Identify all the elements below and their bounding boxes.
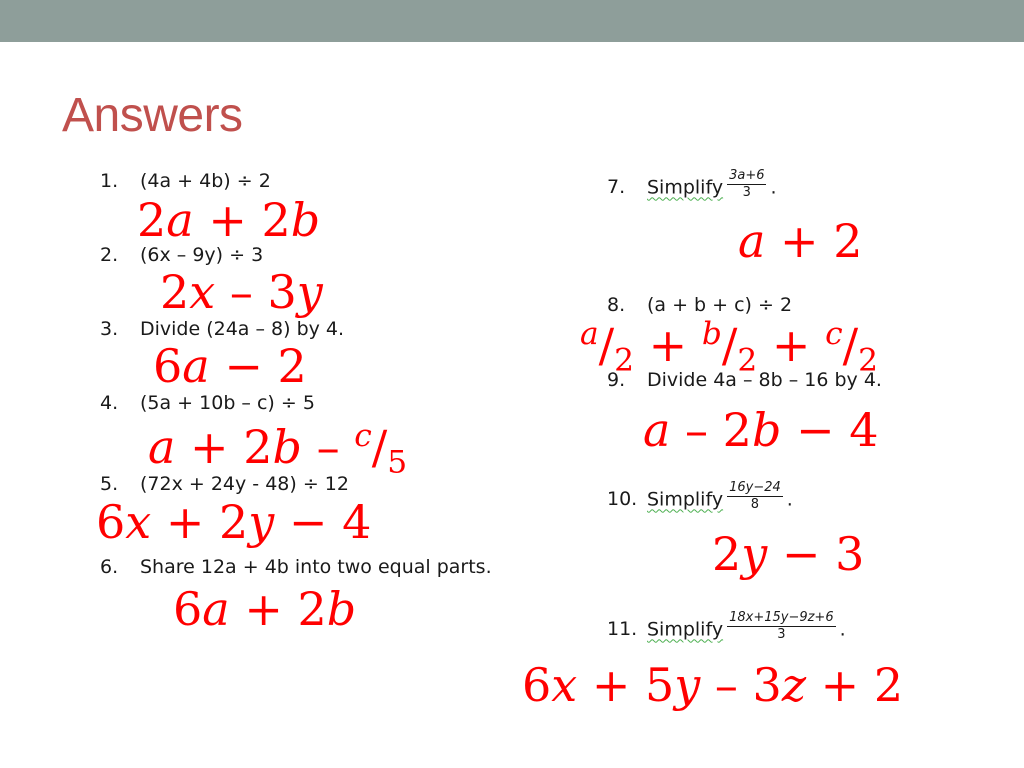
question-end: .: [839, 618, 846, 641]
question-text: Divide (24a – 8) by 4.: [140, 318, 345, 340]
question-word: Simplify: [647, 488, 724, 511]
question-number: 8.: [607, 294, 626, 316]
question-7: [607, 168, 777, 204]
question-number: 4.: [100, 392, 119, 414]
answer-8-term-3: c: [825, 316, 843, 352]
answer-8-term-2: b: [701, 316, 722, 352]
question-text: (6x – 9y) ÷ 3: [140, 244, 264, 266]
fraction-denominator: 8: [750, 497, 760, 513]
answer-4-main: a + 2b –: [148, 420, 355, 475]
answer-8-den-3: 2: [858, 342, 878, 379]
answer-7: a + 2: [738, 214, 863, 268]
answer-8: $^a/_2 + ^b/_2 + ^c/_2$: [580, 316, 878, 379]
top-banner: [0, 0, 1024, 42]
question-6: [100, 556, 492, 578]
slide-title: Answers: [62, 89, 243, 142]
fraction-denominator: 3: [777, 627, 786, 643]
answer-8-op-1: +: [634, 318, 702, 373]
question-4: [100, 392, 315, 414]
fraction-numerator: 16y−24: [727, 481, 783, 497]
question-end: .: [770, 176, 777, 199]
question-number: 10.: [607, 488, 638, 511]
question-number: 7.: [607, 176, 626, 199]
question-number: 11.: [607, 618, 638, 641]
question-end: .: [786, 488, 793, 511]
question-text: Divide 4a – 8b – 16 by 4.: [647, 369, 882, 391]
answer-5: 6x + 2y − 4: [96, 495, 372, 549]
answer-8-den-2: 2: [737, 342, 758, 379]
answer-4-fraction-numerator: c: [354, 418, 372, 454]
answer-2: 2x – 3y: [160, 265, 323, 319]
question-number: 6.: [100, 556, 119, 578]
answer-4-fraction-denominator: 5: [387, 444, 408, 481]
question-fraction: [727, 169, 766, 201]
question-1: [100, 170, 271, 192]
answer-8-den-1: 2: [614, 342, 635, 379]
question-fraction: [727, 611, 836, 643]
fraction-denominator: 3: [742, 185, 751, 201]
answer-11: 6x + 5y – 3z + 2: [522, 658, 904, 712]
answer-4: $a + 2b - ^c/_5$: [148, 418, 408, 481]
question-number: 3.: [100, 318, 119, 340]
answer-8-op-2: +: [757, 318, 826, 373]
question-text: (4a + 4b) ÷ 2: [140, 170, 271, 192]
question-10: [607, 480, 793, 516]
fraction-numerator: 18x+15y−9z+6: [727, 611, 836, 627]
question-text: (a + b + c) ÷ 2: [647, 294, 793, 316]
fraction-numerator: 3a+6: [727, 169, 766, 185]
question-11: [607, 610, 846, 646]
question-3: [100, 318, 344, 340]
question-fraction: [727, 481, 783, 513]
question-text: (72x + 24y - 48) ÷ 12: [140, 473, 349, 495]
answer-9: a – 2b − 4: [643, 403, 879, 457]
question-8: [607, 294, 792, 316]
question-number: 9.: [607, 369, 626, 391]
answer-6: 6a + 2b: [173, 582, 357, 636]
answer-3: 6a − 2: [153, 339, 307, 393]
answer-1: 2a + 2b: [137, 193, 321, 247]
answer-10: 2y − 3: [712, 527, 865, 581]
question-text: (5a + 10b – c) ÷ 5: [140, 392, 315, 414]
question-2: [100, 244, 263, 266]
question-number: 2.: [100, 244, 119, 266]
question-text: Share 12a + 4b into two equal parts.: [140, 556, 492, 578]
question-number: 5.: [100, 473, 119, 495]
question-number: 1.: [100, 170, 119, 192]
question-word: Simplify: [647, 176, 724, 199]
question-word: Simplify: [647, 618, 724, 641]
answer-8-term-1: a: [580, 316, 599, 352]
